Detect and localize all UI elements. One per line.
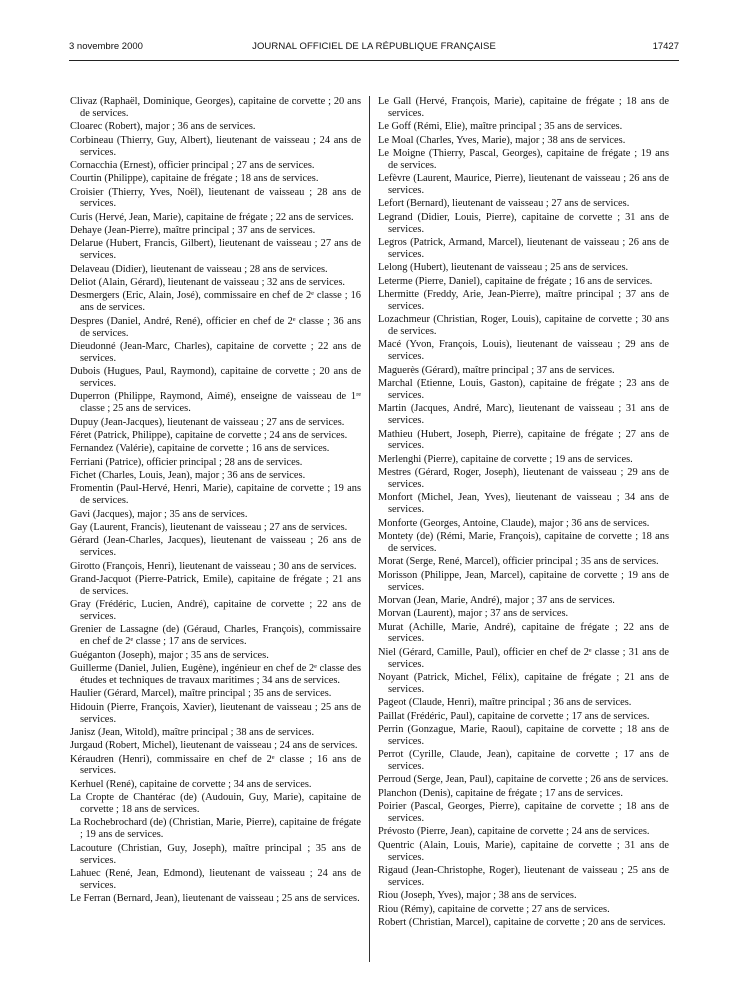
list-item: Morvan (Laurent), major ; 37 ans de services. bbox=[378, 608, 569, 620]
list-item: Niel (Gérard, Camille, Paul), officier en chef de 2ᵉ classe ; 31 ans de services. bbox=[378, 646, 669, 670]
list-item: Marchal (Etienne, Louis, Gaston), capitaine de frégate ; 23 ans de services. bbox=[378, 378, 669, 401]
list-item: Gérard (Jean-Charles, Jacques), lieutenant de vaisseau ; 26 ans de services. bbox=[70, 535, 361, 559]
header-rule bbox=[69, 60, 679, 61]
list-item: Cornacchia (Ernest), officier principal ; 27 ans de services. bbox=[70, 159, 315, 171]
list-item: Lahuec (René, Jean, Edmond), lieutenant de vaisseau ; 24 ans de services. bbox=[70, 867, 361, 891]
page-header bbox=[69, 41, 679, 57]
list-item: Pageot (Claude, Henri), maître principal ; 36 ans de services. bbox=[378, 697, 632, 709]
list-item: Delarue (Hubert, Francis, Gilbert), lieutenant de vaisseau ; 27 ans de services. bbox=[70, 238, 361, 262]
list-item: Deliot (Alain, Gérard), lieutenant de vaisseau ; 32 ans de services. bbox=[70, 277, 345, 289]
list-item: Grenier de Lassagne (de) (Géraud, Charles, François), commissaire en chef de 2ᵉ classe ; 17 ans de services. bbox=[70, 624, 361, 648]
list-item: Riou (Rémy), capitaine de corvette ; 27 ans de services. bbox=[378, 903, 610, 915]
list-item: Le Moal (Charles, Yves, Marie), major ; 38 ans de services. bbox=[378, 134, 626, 146]
list-item: Murat (Achille, Marie, André), capitaine de frégate ; 22 ans de services. bbox=[378, 621, 669, 645]
list-item: Gray (Frédéric, Lucien, André), capitaine de corvette ; 22 ans de services. bbox=[70, 599, 361, 623]
list-item: Kerhuel (René), capitaine de corvette ; 34 ans de services. bbox=[70, 778, 312, 790]
list-item: Perrin (Gonzague, Marie, Raoul), capitaine de corvette ; 18 ans de services. bbox=[378, 723, 669, 747]
list-item: Perroud (Serge, Jean, Paul), capitaine de corvette ; 26 ans de services. bbox=[378, 774, 669, 786]
list-item: Grand-Jacquot (Pierre-Patrick, Emile), capitaine de frégate ; 21 ans de services. bbox=[70, 573, 361, 597]
list-item: Le Ferran (Bernard, Jean), lieutenant de vaisseau ; 25 ans de services. bbox=[70, 893, 360, 905]
list-item: Curis (Hervé, Jean, Marie), capitaine de frégate ; 22 ans de services. bbox=[70, 211, 354, 223]
list-item: Morvan (Jean, Marie, André), major ; 37 ans de services. bbox=[378, 594, 615, 606]
list-item: Mathieu (Hubert, Joseph, Pierre), capitaine de frégate ; 27 ans de services. bbox=[378, 428, 669, 452]
list-item: Perrot (Cyrille, Claude, Jean), capitaine de corvette ; 17 ans de services. bbox=[378, 749, 669, 773]
list-item: Planchon (Denis), capitaine de frégate ; 17 ans de services. bbox=[378, 787, 623, 799]
list-item: Montety (de) (Rémi, Marie, François), capitaine de corvette ; 18 ans de services. bbox=[378, 531, 669, 554]
list-item: Desmergers (Eric, Alain, José), commissaire en chef de 2ᵉ classe ; 16 ans de services. bbox=[70, 290, 361, 314]
list-item: Gay (Laurent, Francis), lieutenant de vaisseau ; 27 ans de services. bbox=[70, 521, 348, 533]
list-item: Le Moigne (Thierry, Pascal, Georges), capitaine de frégate ; 19 ans de services. bbox=[378, 147, 669, 171]
list-item: Gavi (Jacques), major ; 35 ans de services. bbox=[70, 508, 248, 520]
list-item: Robert (Christian, Marcel), capitaine de corvette ; 20 ans de services. bbox=[378, 916, 666, 928]
left-column bbox=[70, 96, 361, 906]
list-item: Maguerès (Gérard), maître principal ; 37 ans de services. bbox=[378, 364, 615, 376]
list-item: Hidouin (Pierre, François, Xavier), lieutenant de vaisseau ; 25 ans de services. bbox=[70, 701, 361, 725]
list-item: Lefèvre (Laurent, Maurice, Pierre), lieutenant de vaisseau ; 26 ans de services. bbox=[378, 173, 669, 197]
list-item: Martin (Jacques, André, Marc), lieutenant de vaisseau ; 31 ans de services. bbox=[378, 403, 669, 427]
right-column bbox=[378, 96, 669, 930]
list-item: La Rochebrochard (de) (Christian, Marie, Pierre), capitaine de frégate ; 19 ans de services. bbox=[70, 817, 361, 841]
list-item: Dehaye (Jean-Pierre), maître principal ; 37 ans de services. bbox=[70, 225, 316, 237]
column-divider bbox=[369, 96, 370, 962]
list-item: Lozachmeur (Christian, Roger, Louis), capitaine de corvette ; 30 ans de services. bbox=[378, 314, 669, 338]
list-item: Girotto (François, Henri), lieutenant de vaisseau ; 30 ans de services. bbox=[70, 560, 357, 572]
list-item: Fichet (Charles, Louis, Jean), major ; 36 ans de services. bbox=[70, 470, 306, 482]
list-item: Guillerme (Daniel, Julien, Eugène), ingénieur en chef de 2ᵉ classe des études et techniques de travaux maritimes ; 34 ans de services. bbox=[70, 663, 361, 686]
list-item: Despres (Daniel, André, René), officier en chef de 2ᵉ classe ; 36 ans de services. bbox=[70, 315, 361, 339]
list-item: Janisz (Jean, Witold), maître principal ; 38 ans de services. bbox=[70, 726, 315, 738]
list-item: Féret (Patrick, Philippe), capitaine de corvette ; 24 ans de services. bbox=[70, 430, 348, 441]
list-item: Noyant (Patrick, Michel, Félix), capitaine de frégate ; 21 ans de services. bbox=[378, 672, 669, 695]
list-item: La Cropte de Chantérac (de) (Audouin, Guy, Marie), capitaine de corvette ; 18 ans de services. bbox=[70, 792, 361, 816]
list-item: Lacouture (Christian, Guy, Joseph), maître principal ; 35 ans de services. bbox=[70, 842, 361, 866]
list-item: Monforte (Georges, Antoine, Claude), major ; 36 ans de services. bbox=[378, 517, 650, 529]
list-item: Courtin (Philippe), capitaine de frégate ; 18 ans de services. bbox=[70, 173, 319, 185]
list-item: Dieudonné (Jean-Marc, Charles), capitaine de corvette ; 22 ans de services. bbox=[70, 340, 361, 364]
list-item: Dubois (Hugues, Paul, Raymond), capitaine de corvette ; 20 ans de services. bbox=[70, 366, 361, 390]
list-item: Legros (Patrick, Armand, Marcel), lieutenant de vaisseau ; 26 ans de services. bbox=[378, 237, 669, 260]
list-item: Riou (Joseph, Yves), major ; 38 ans de services. bbox=[378, 890, 577, 902]
list-item: Monfort (Michel, Jean, Yves), lieutenant de vaisseau ; 34 ans de services. bbox=[378, 492, 669, 516]
list-item: Cloarec (Robert), major ; 36 ans de services. bbox=[70, 121, 256, 133]
list-item: Lhermitte (Freddy, Arie, Jean-Pierre), maître principal ; 37 ans de services. bbox=[378, 288, 669, 312]
list-item: Morisson (Philippe, Jean, Marcel), capitaine de corvette ; 19 ans de services. bbox=[378, 569, 669, 593]
list-item: Duperron (Philippe, Raymond, Aimé), enseigne de vaisseau de 1ʳᵉ classe ; 25 ans de services. bbox=[70, 391, 361, 415]
list-item: Guéganton (Joseph), major ; 35 ans de services. bbox=[70, 649, 269, 661]
journal-title: JOURNAL OFFICIEL DE LA RÉPUBLIQUE FRANÇAISE bbox=[252, 41, 496, 52]
list-item: Clivaz (Raphaël, Dominique, Georges), capitaine de corvette ; 20 ans de services. bbox=[70, 96, 361, 119]
list-item: Kéraudren (Henri), commissaire en chef de 2ᵉ classe ; 16 ans de services. bbox=[70, 753, 361, 777]
list-item: Rigaud (Jean-Christophe, Roger), lieutenant de vaisseau ; 25 ans de services. bbox=[378, 865, 669, 888]
list-item: Dupuy (Jean-Jacques), lieutenant de vaisseau ; 27 ans de services. bbox=[70, 416, 345, 428]
list-item: Delaveau (Didier), lieutenant de vaisseau ; 28 ans de services. bbox=[70, 263, 328, 275]
list-item: Mestres (Gérard, Roger, Joseph), lieutenant de vaisseau ; 29 ans de services. bbox=[378, 467, 669, 491]
list-item: Ferriani (Patrice), officier principal ; 28 ans de services. bbox=[70, 456, 303, 468]
list-item: Prévosto (Pierre, Jean), capitaine de corvette ; 24 ans de services. bbox=[378, 826, 650, 838]
list-item: Croisier (Thierry, Yves, Noël), lieutenant de vaisseau ; 28 ans de services. bbox=[70, 186, 361, 210]
list-item: Poirier (Pascal, Georges, Pierre), capitaine de corvette ; 18 ans de services. bbox=[378, 801, 669, 825]
list-item: Macé (Yvon, François, Louis), lieutenant de vaisseau ; 29 ans de services. bbox=[378, 339, 669, 363]
list-item: Jurgaud (Robert, Michel), lieutenant de vaisseau ; 24 ans de services. bbox=[70, 740, 358, 752]
list-item: Le Gall (Hervé, François, Marie), capitaine de frégate ; 18 ans de services. bbox=[378, 96, 669, 119]
page-number: 17427 bbox=[652, 41, 679, 52]
issue-date: 3 novembre 2000 bbox=[69, 41, 143, 52]
list-item: Fernandez (Valérie), capitaine de corvette ; 16 ans de services. bbox=[70, 443, 330, 455]
list-item: Haulier (Gérard, Marcel), maître principal ; 35 ans de services. bbox=[70, 688, 332, 700]
list-item: Fromentin (Paul-Hervé, Henri, Marie), capitaine de corvette ; 19 ans de services. bbox=[70, 483, 361, 507]
list-item: Quentric (Alain, Louis, Marie), capitaine de corvette ; 31 ans de services. bbox=[378, 839, 669, 863]
list-item: Paillat (Frédéric, Paul), capitaine de corvette ; 17 ans de services. bbox=[378, 710, 650, 722]
list-item: Corbineau (Thierry, Guy, Albert), lieutenant de vaisseau ; 24 ans de services. bbox=[70, 134, 361, 158]
list-item: Morat (Serge, René, Marcel), officier principal ; 35 ans de services. bbox=[378, 556, 659, 568]
list-item: Legrand (Didier, Louis, Pierre), capitaine de corvette ; 31 ans de services. bbox=[378, 211, 669, 235]
list-item: Leterme (Pierre, Daniel), capitaine de frégate ; 16 ans de services. bbox=[378, 275, 653, 287]
list-item: Le Goff (Rémi, Elie), maître principal ; 35 ans de services. bbox=[378, 121, 623, 133]
list-item: Lefort (Bernard), lieutenant de vaisseau ; 27 ans de services. bbox=[378, 198, 630, 210]
list-item: Lelong (Hubert), lieutenant de vaisseau ; 25 ans de services. bbox=[378, 262, 629, 274]
list-item: Merlenghi (Pierre), capitaine de corvette ; 19 ans de services. bbox=[378, 453, 633, 465]
